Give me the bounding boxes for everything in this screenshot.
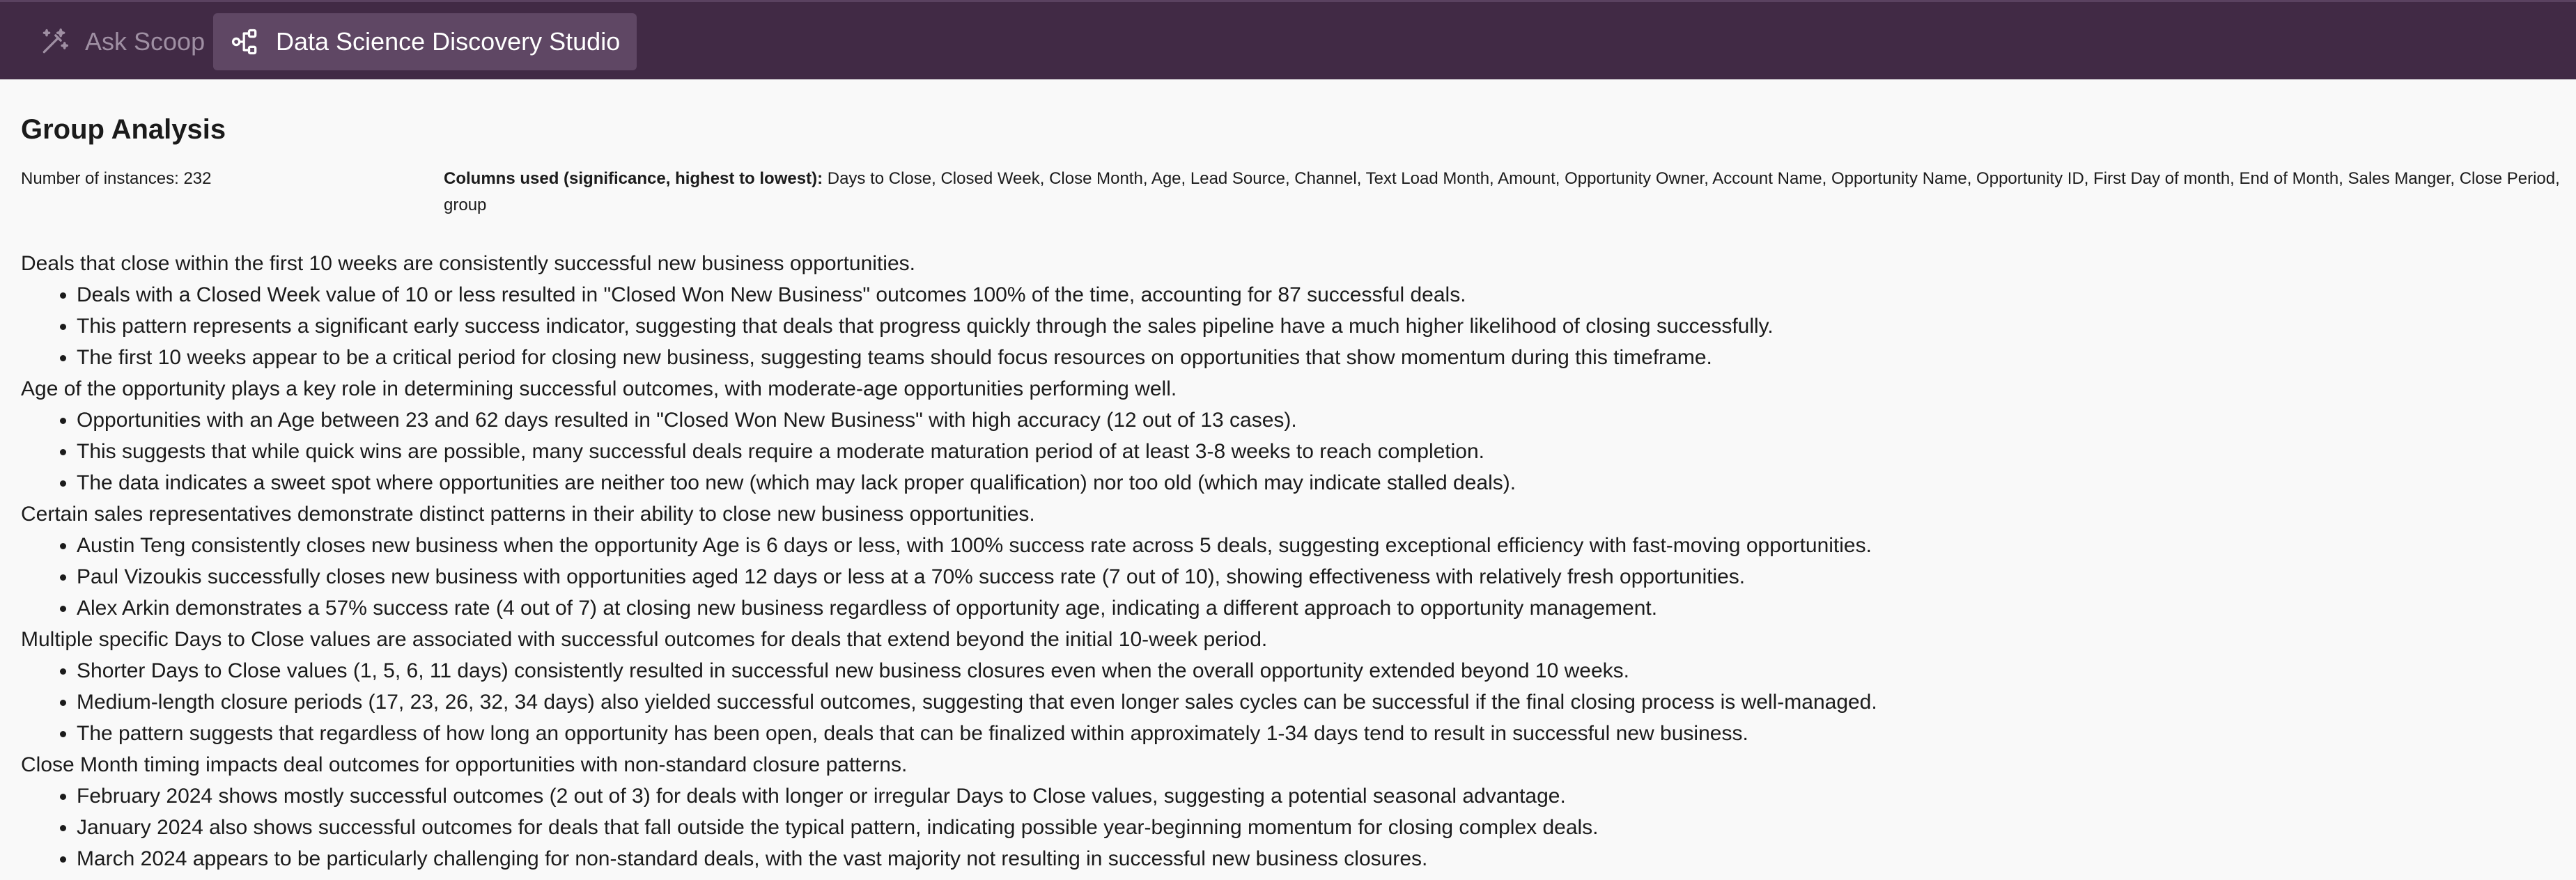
finding-bullet: • January 2024 also shows successful outcomes for deals that fall outside the typical pattern, indicating possible year-beginning momentum for closing complex deals. [77,812,2556,843]
instances-count: Number of instances: 232 [21,169,212,188]
finding-bullets [21,530,2556,624]
finding-heading: Certain sales representatives demonstrate distinct patterns in their ability to close new business opportunities. [21,503,1035,526]
finding-bullet: • Austin Teng consistently closes new business when the opportunity Age is 6 days or less, with 100% success rate across 5 deals, suggesting exceptional efficiency with fast-moving opportunities. [77,530,2556,561]
finding-heading: Deals that close within the first 10 weeks are consistently successful new business opportunities. [21,252,915,275]
finding-heading: Age of the opportunity plays a key role in determining successful outcomes, with moderate-age opportunities performing well. [21,377,1177,400]
finding-heading: Close Month timing impacts deal outcomes for opportunities with non-standard closure patterns. [21,753,908,776]
finding-bullet: • Opportunities with an Age between 23 and 62 days resulted in "Closed Won New Business" with high accuracy (12 out of 13 cases). [77,404,2556,436]
analysis-meta [21,166,2560,223]
finding-heading: Multiple specific Days to Close values are associated with successful outcomes for deals that extend beyond the initial 10-week period. [21,628,1268,651]
tab-ask-scoop-label: Ask Scoop [85,27,205,56]
finding-bullet: • This suggests that while quick wins are possible, many successful deals require a moderate maturation period of at least 3-8 weeks to reach completion. [77,436,2556,467]
group-analysis-panel [21,79,2560,874]
page-title: Group Analysis [21,114,226,145]
columns-used-label: Columns used (significance, highest to lowest): [444,169,823,188]
finding-bullet: • Alex Arkin demonstrates a 57% success rate (4 out of 7) at closing new business regardless of opportunity age, indicating a different approach to opportunity management. [77,592,2556,624]
finding-bullets [21,655,2556,749]
finding-bullet: • March 2024 appears to be particularly challenging for non-standard deals, with the vast majority not resulting in successful new business closures. [77,843,2556,874]
finding-bullets [21,279,2556,373]
finding-bullet: • Paul Vizoukis successfully closes new business with opportunities aged 12 days or less at a 70% success rate (7 out of 10), showing effectiveness with relatively fresh opportunities. [77,561,2556,592]
finding-bullet: • February 2024 shows mostly successful outcomes (2 out of 3) for deals with longer or irregular Days to Close values, suggesting a potential seasonal advantage. [77,780,2556,812]
tab-data-science-discovery-studio[interactable] [213,13,637,70]
finding-bullet: • The pattern suggests that regardless of how long an opportunity has been open, deals that can be finalized within approximately 1-34 days tend to result in successful new business. [77,718,2556,749]
finding-bullet: • The data indicates a sweet spot where opportunities are neither too new (which may lack proper qualification) nor too old (which may indicate stalled deals). [77,467,2556,498]
finding-bullet: • Shorter Days to Close values (1, 5, 6, 11 days) consistently resulted in successful new business closures even when the overall opportunity extended beyond 10 weeks. [77,655,2556,686]
node-graph-icon [230,26,261,57]
tab-ask-scoop[interactable] [25,13,219,70]
finding-bullet: • The first 10 weeks appear to be a critical period for closing new business, suggesting teams should focus resources on opportunities that show momentum during this timeframe. [77,342,2556,373]
tab-data-science-discovery-studio-label: Data Science Discovery Studio [276,27,621,56]
columns-used-value: Days to Close, Closed Week, Close Month, Age, Lead Source, Channel, Text Load Month, Amount, Opportunity Owner, Account Name, Opportunity Name, Opportunity ID, First Day of month, End of Month, Sales Manger, Close Period, group [444,169,2560,214]
finding-bullet: • Medium-length closure periods (17, 23, 26, 32, 34 days) also yielded successful outcomes, suggesting that even longer sales cycles can be successful if the final closing process is well-managed. [77,686,2556,718]
magic-wand-icon [39,26,70,57]
finding-bullet: • This pattern represents a significant early success indicator, suggesting that deals that progress quickly through the sales pipeline have a much higher likelihood of closing successfully. [77,311,2556,342]
finding-bullets [21,780,2556,874]
columns-used [444,166,2575,219]
finding-bullet: • Deals with a Closed Week value of 10 or less resulted in "Closed Won New Business" outcomes 100% of the time, accounting for 87 successful deals. [77,279,2556,311]
findings-list [21,248,2556,874]
top-navigation-bar [0,0,2576,79]
finding-bullets [21,404,2556,498]
